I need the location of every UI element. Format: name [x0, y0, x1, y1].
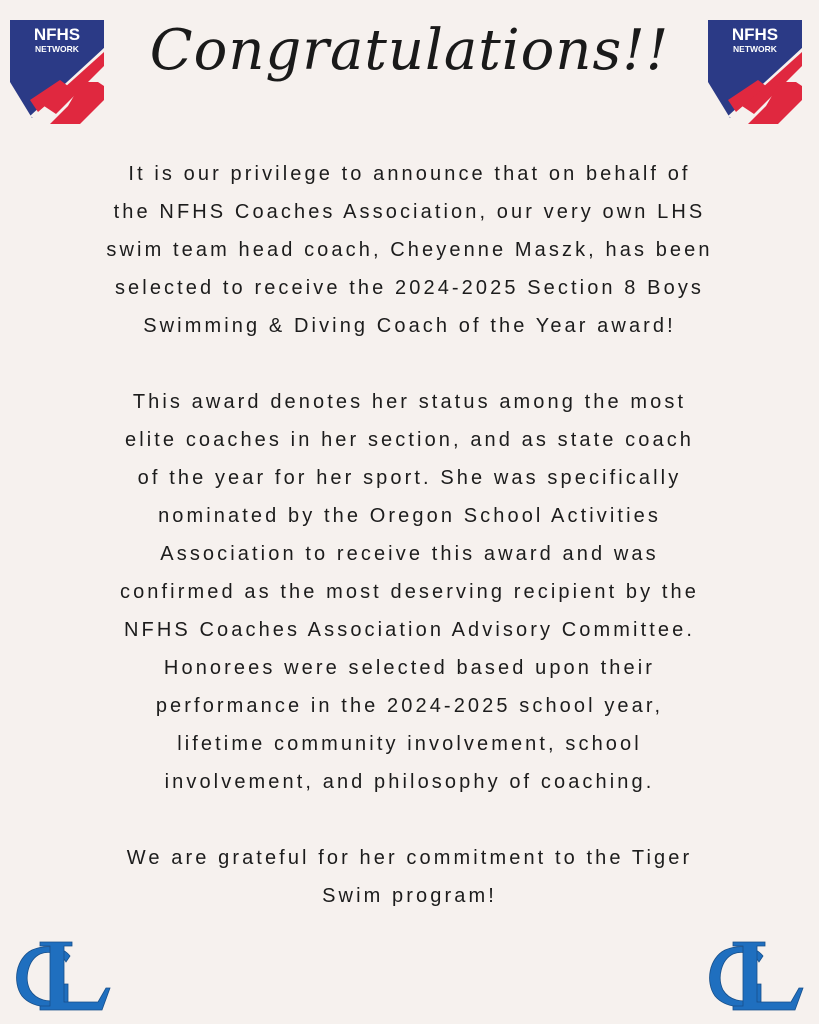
text-line: selected to receive the 2024-2025 Section 8 Boys [114, 277, 705, 299]
text-line: Swim program! [322, 885, 497, 907]
text-line: performance in the 2024-2025 school year, [155, 695, 664, 717]
text-line: We are grateful for her commitment to the Tiger [126, 847, 693, 869]
svg-text:NFHS: NFHS [33, 25, 81, 44]
text-line: NFHS Coaches Association Advisory Committee. [123, 619, 695, 641]
text-line: elite coaches in her section, and as state coach [124, 429, 695, 451]
text-line: of the year for her sport. She was specifically [137, 467, 682, 489]
text-line: confirmed as the most deserving recipient by the [119, 581, 699, 603]
text-line: the NFHS Coaches Association, our very own LHS [113, 201, 706, 223]
text-line: This award denotes her status among the most [132, 391, 687, 413]
text-line: Association to receive this award and was [160, 543, 659, 565]
school-lg-logo-right [703, 938, 805, 1014]
text-line: lifetime community involvement, school [177, 733, 642, 755]
announcement-body [0, 155, 819, 915]
paragraph-award-details [0, 383, 819, 801]
text-line: Swimming & Diving Coach of the Year award! [143, 315, 676, 337]
text-line: involvement, and philosophy of coaching. [164, 771, 655, 793]
page-title: Congratulations!! [149, 18, 670, 83]
paragraph-announcement [0, 155, 819, 345]
text-line: It is our privilege to announce that on behalf of [128, 163, 691, 185]
text-line: swim team head coach, Cheyenne Maszk, has been [106, 239, 713, 261]
svg-text:NETWORK: NETWORK [733, 44, 777, 54]
text-line: Honorees were selected based upon their [163, 657, 656, 679]
school-lg-logo [10, 938, 112, 1014]
svg-text:NETWORK: NETWORK [35, 44, 79, 54]
text-line: nominated by the Oregon School Activities [158, 505, 661, 527]
svg-text:NFHS: NFHS [731, 25, 779, 44]
paragraph-closing [0, 839, 819, 915]
